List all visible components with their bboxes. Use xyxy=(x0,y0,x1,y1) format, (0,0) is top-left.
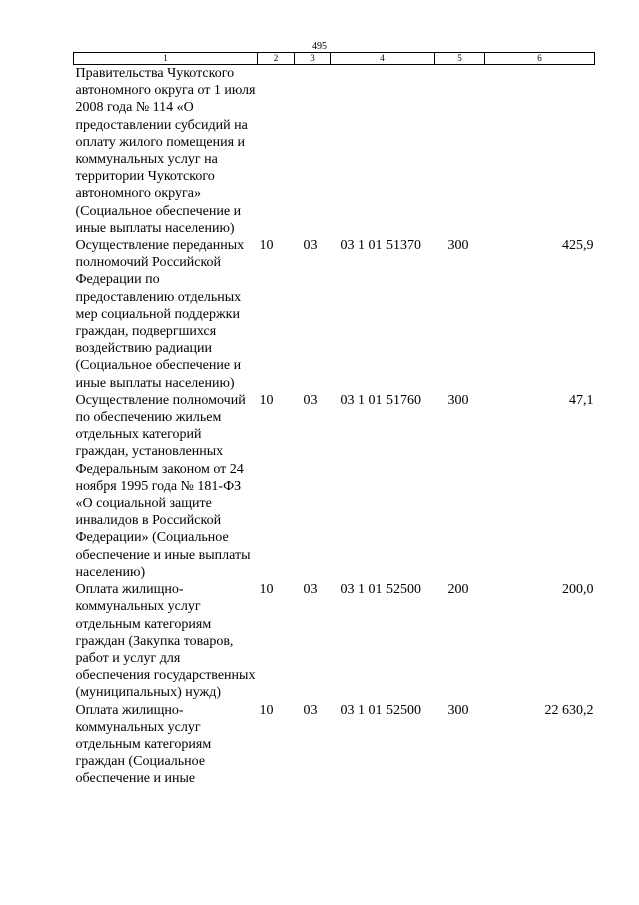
row-amount: 425,9 xyxy=(562,238,594,254)
column-header-subsection: 3 xyxy=(295,53,331,65)
row-target: 03 1 01 51370 xyxy=(340,238,421,254)
table-row xyxy=(74,65,595,238)
row-amount xyxy=(485,65,595,238)
table-row xyxy=(74,581,595,701)
row-amount: 22 630,2 xyxy=(544,702,594,718)
page-number: 495 xyxy=(312,41,327,52)
row-name: Оплата жилищно-коммунальных услуг отдельным категориям граждан (Закупка товаров, работ и услуг для обеспечения государственных (муниципальных) нужд) xyxy=(75,582,256,701)
row-name: Осуществление полномочий по обеспечению жильем отдельных категорий граждан, установленных Федеральным законом от 24 ноября 1995 года № 181-ФЗ «О социальной защите инвалидов в Российской Федерации» (Социальное обеспечение и иные выплаты населению) xyxy=(75,392,251,580)
column-header-section: 2 xyxy=(258,53,295,65)
row-subsection: 03 xyxy=(303,238,318,254)
row-expense-type xyxy=(435,65,485,238)
row-name: Осуществление переданных полномочий Российской Федерации по предоставлению отдельных мер социальной поддержки граждан, подвергшихся воздействию радиации (Социальное обеспечение и иные выплаты населению) xyxy=(75,238,245,391)
row-name: Правительства Чукотского автономного округа от 1 июля 2008 года № 114 «О предоставлении субсидий на оплату жилого помещения и коммунальных услуг на территории Чукотского автономного округа» (Социальное обеспечение и иные выплаты населению) xyxy=(75,66,256,236)
row-expense-type: 300 xyxy=(447,392,469,408)
row-name: Оплата жилищно-коммунальных услуг отдельным категориям граждан (Социальное обеспечение и иные xyxy=(75,702,212,787)
row-section: 10 xyxy=(259,582,274,598)
row-subsection: 03 xyxy=(303,392,318,408)
row-amount: 47,1 xyxy=(569,392,594,408)
row-target: 03 1 01 52500 xyxy=(340,582,421,598)
table-row xyxy=(74,237,595,392)
row-amount: 200,0 xyxy=(562,582,594,598)
table-row xyxy=(74,702,595,788)
row-section: 10 xyxy=(259,702,274,718)
row-expense-type: 200 xyxy=(447,582,469,598)
row-subsection: 03 xyxy=(303,582,318,598)
column-header-target: 4 xyxy=(331,53,435,65)
header-row xyxy=(74,53,595,65)
column-header-expense-type: 5 xyxy=(435,53,485,65)
row-subsection: 03 xyxy=(303,702,318,718)
row-expense-type: 300 xyxy=(447,702,469,718)
budget-table xyxy=(73,52,595,788)
column-header-amount: 6 xyxy=(485,53,595,65)
column-header-name: 1 xyxy=(74,53,258,65)
row-target: 03 1 01 52500 xyxy=(340,702,421,718)
table-row xyxy=(74,392,595,581)
row-section: 10 xyxy=(259,238,274,254)
row-section: 10 xyxy=(259,392,274,408)
row-target xyxy=(331,65,435,238)
row-subsection xyxy=(295,65,331,238)
row-target: 03 1 01 51760 xyxy=(340,392,421,408)
row-section xyxy=(258,65,295,238)
row-expense-type: 300 xyxy=(447,238,469,254)
